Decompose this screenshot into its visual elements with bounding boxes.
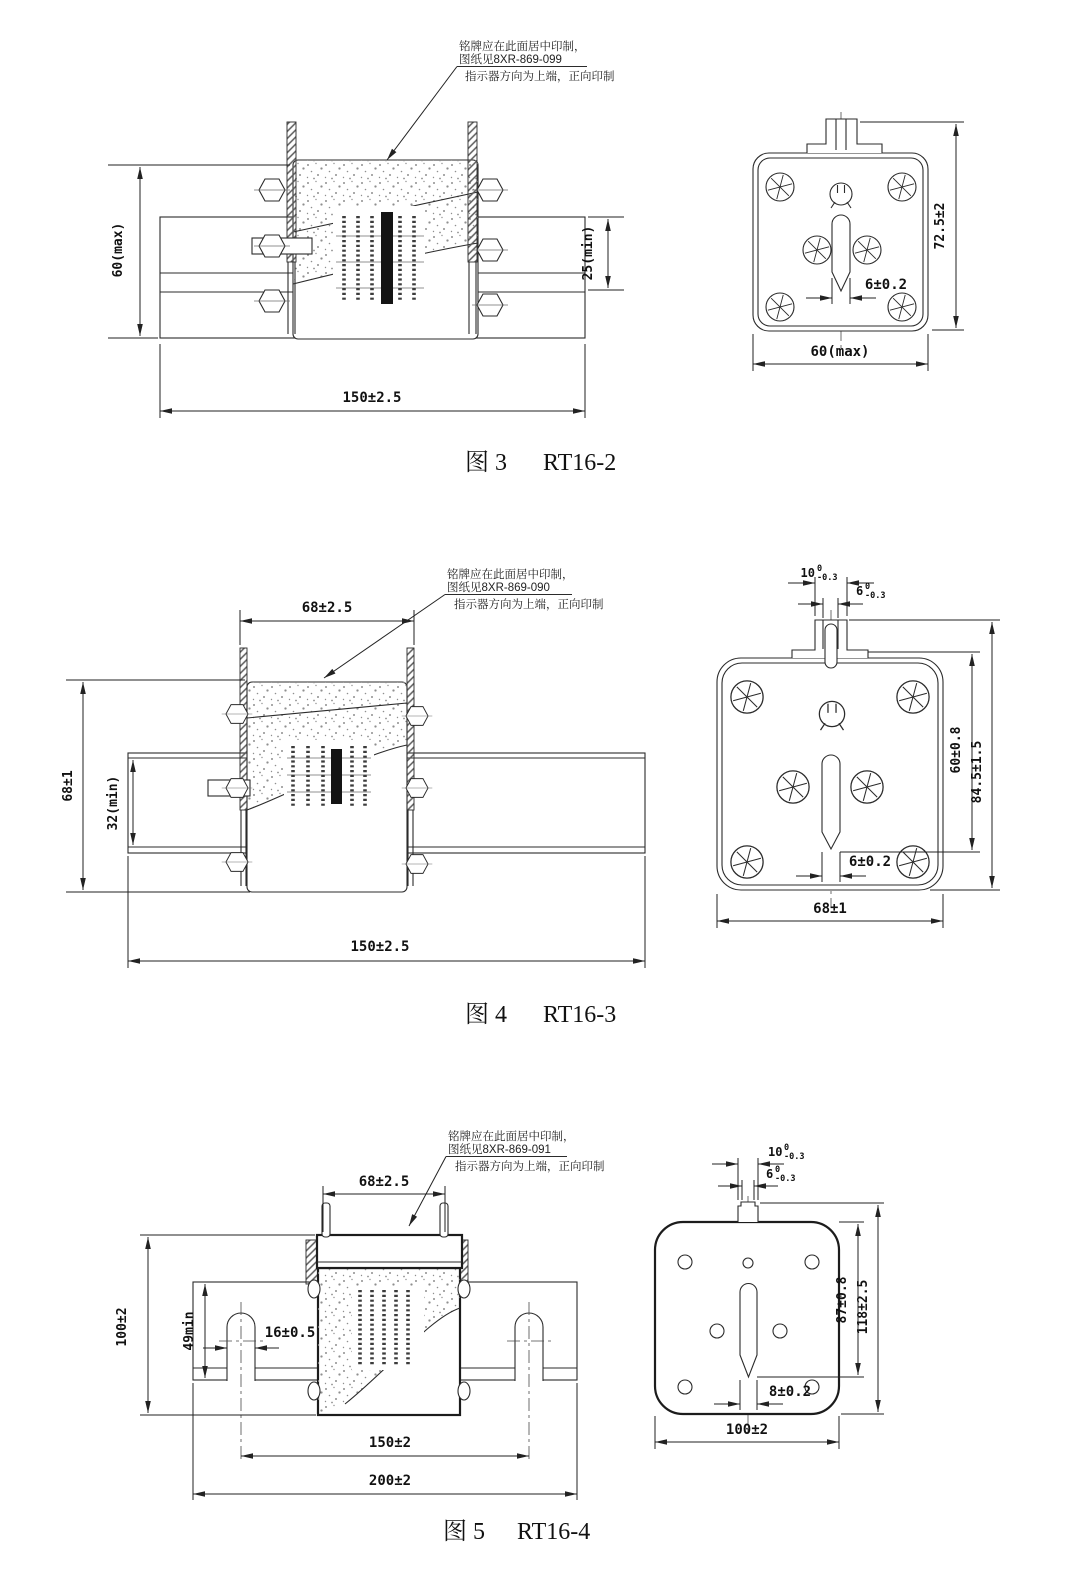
note-line1: 铭牌应在此面居中印制，: [459, 41, 586, 53]
dim-overall-length: 150±2.5: [342, 390, 402, 406]
dim-tab-width-lower-tol: -0.3: [817, 573, 838, 583]
dim-slot-width-upper-tol: 0: [775, 1165, 781, 1175]
figure-model: RT16-2: [543, 450, 617, 476]
figure-rt16-2: [108, 39, 964, 476]
dim-tab-width: 10: [768, 1145, 783, 1159]
dim-slot-width-lower-tol: -0.3: [865, 591, 886, 601]
blade-contact-right: [468, 122, 477, 262]
note-line3: 指示器方向为上端，正向印制: [455, 1161, 605, 1173]
note-line1: 铭牌应在此面居中印制，: [448, 1131, 575, 1143]
rt16-3-note: [324, 567, 604, 678]
figure-number: 图 4: [465, 1002, 507, 1028]
note-line1: 铭牌应在此面居中印制，: [447, 569, 574, 581]
rt16-4-front-view: [655, 1143, 884, 1449]
dim-face-height: 118±2.5: [856, 1279, 871, 1335]
dim-tab-width: 10: [800, 566, 815, 580]
dim-striker-offset: 8±0.2: [768, 1384, 812, 1400]
dim-overall-height: 60(max): [111, 222, 126, 278]
note-line2: 图纸见8XR-869-091: [448, 1144, 551, 1156]
leader-line: [387, 67, 457, 161]
dim-contact-min: 32(min): [106, 775, 121, 831]
indicator-slot: [740, 1284, 757, 1378]
end-cap: [317, 1235, 462, 1268]
dim-contact-min: 25(min): [581, 225, 596, 281]
dim-lug-min: 49min: [182, 1311, 197, 1351]
note-line3: 指示器方向为上端，正向印制: [454, 599, 604, 611]
figure-number: 图 5: [443, 1519, 485, 1545]
top-tab: [738, 1202, 758, 1222]
dim-inner-height: 60±0.8: [949, 726, 964, 774]
dim-striker-offset: 6±0.2: [864, 277, 908, 293]
dim-striker-offset: 6±0.2: [848, 854, 892, 870]
note-line2: 图纸见8XR-869-099: [459, 54, 562, 66]
dim-overall-length: 150±2.5: [350, 939, 410, 955]
dim-overall-length: 200±2: [368, 1473, 412, 1489]
mounting-tab-right: [440, 1203, 448, 1237]
dim-slot-width: 6: [856, 584, 864, 598]
dim-cap-width: 68±2.5: [301, 600, 353, 616]
dim-overall-height: 100±2: [115, 1307, 130, 1347]
dim-tab-width-upper-tol: 0: [817, 564, 823, 574]
dim-slot-width: 16±0.5: [264, 1325, 316, 1341]
rt16-3-side-view: [61, 600, 645, 968]
bolt-slot-right: [515, 1313, 543, 1381]
note-line2: 图纸见8XR-869-090: [447, 582, 550, 594]
rt16-3-caption: [465, 1001, 616, 1028]
dim-face-height: 84.5±1.5: [970, 740, 985, 804]
figure-rt16-4: [115, 1129, 884, 1545]
rt16-3-front-view: [717, 564, 1000, 928]
indicator-strip: [381, 212, 393, 304]
dim-face-width: 68±1: [813, 901, 847, 917]
rt16-2-side-view: [108, 122, 624, 418]
figure-model: RT16-4: [517, 1519, 591, 1545]
dim-slot-width-upper-tol: 0: [865, 582, 871, 592]
dim-tab-width-lower-tol: -0.3: [784, 1152, 805, 1162]
rt16-4-note: [409, 1129, 605, 1226]
figure-number: 图 3: [465, 450, 507, 476]
dim-overall-height: 68±1: [61, 770, 76, 802]
figure-rt16-3: [61, 564, 1000, 1028]
dim-face-width: 60(max): [810, 344, 870, 360]
top-tab: [807, 119, 882, 153]
rt16-4-caption: [443, 1518, 590, 1545]
dim-slot-width-lower-tol: -0.3: [775, 1174, 796, 1184]
indicator-pin: [825, 624, 837, 668]
rt16-2-note: [387, 39, 615, 160]
rt16-4-side-view: [115, 1174, 577, 1500]
bolt-slot-left: [227, 1313, 255, 1381]
dim-slot-width: 6: [766, 1167, 774, 1181]
indicator-strip: [331, 749, 342, 804]
figure-model: RT16-3: [543, 1002, 617, 1028]
dim-face-height: 72.5±2: [933, 202, 948, 250]
dim-tab-width-upper-tol: 0: [784, 1143, 790, 1153]
dim-face-width: 100±2: [725, 1422, 769, 1438]
striker-hole: [743, 1258, 753, 1268]
dim-hole-span: 150±2: [368, 1435, 412, 1451]
rt16-2-caption: [465, 449, 616, 476]
rt16-2-front-view: [753, 112, 964, 371]
indicator-slot: [822, 755, 840, 849]
dim-cap-width: 68±2.5: [358, 1174, 410, 1190]
note-line3: 指示器方向为上端，正向印制: [465, 71, 615, 83]
dim-inner-height: 87±0.8: [835, 1276, 850, 1324]
